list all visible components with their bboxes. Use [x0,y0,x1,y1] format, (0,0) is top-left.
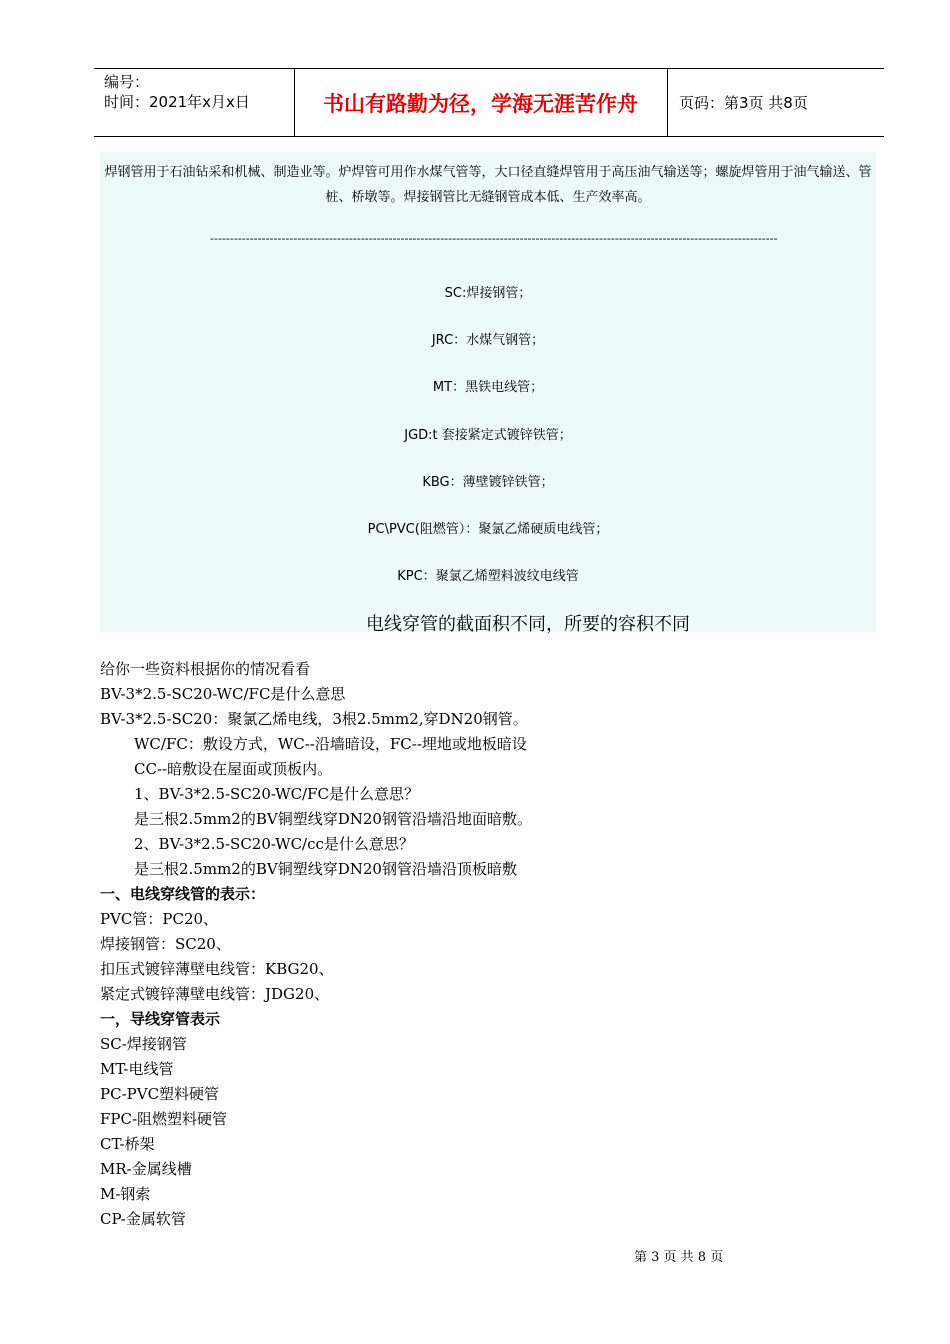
dash-separator: ----------------------------------------------------------------------------------------------------------------------------------------------- [210,234,778,244]
header-left-cell [94,69,295,136]
intro-paragraph: 焊钢管用于石油钻采和机械、制造业等。炉焊管可用作水煤气管等，大口径直缝焊管用于高压油气输送等；螺旋焊管用于油气输送、管桩、桥墩等。焊接钢管比无缝钢管成本低、生产效率高。 [104,165,872,205]
body-line: 扣压式镀锌薄壁电线管：KBG20、 [100,960,334,978]
body-line: 紧定式镀锌薄壁电线管：JDG20、 [100,985,330,1003]
body-line: MR-金属线槽 [100,1160,192,1178]
document-time: 时间：2021年x月x日 [104,93,250,111]
code-line: KBG：薄壁镀锌铁管； [422,475,554,490]
body-heading: 一，导线穿管表示 [100,1010,221,1028]
body-line: CP-金属软管 [100,1210,186,1228]
section-heading [100,610,876,636]
header-motto: 书山有路勤为径，学海无涯苦作舟 [323,91,638,116]
body-line: 1、BV-3*2.5-SC20-WC/FC是什么意思？ [134,785,419,803]
code-line: KPC：聚氯乙烯塑料波纹电线管 [397,569,579,584]
document-number: 编号： [104,73,150,91]
body-line: BV-3*2.5-SC20：聚氯乙烯电线，3根2.5mm2,穿DN20钢管。 [100,710,528,728]
body-line: BV-3*2.5-SC20-WC/FC是什么意思 [100,685,346,703]
body-line: M-钢索 [100,1185,151,1203]
body-line: MT-电线管 [100,1060,174,1078]
header-center-cell [294,69,668,136]
code-line: JGD:t 套接紧定式镀锌铁管； [404,428,572,443]
code-line: MT：黑铁电线管； [432,380,544,395]
body-line: 焊接钢管：SC20、 [100,935,231,953]
code-line: SC:焊接钢管； [444,286,532,301]
body-line: FPC-阻燃塑料硬管 [100,1110,228,1128]
body-line: 是三根2.5mm2的BV铜塑线穿DN20钢管沿墙沿顶板暗敷 [134,860,517,878]
body-line: 给你一些资料根据你的情况看看 [100,660,311,678]
body-line: PC-PVC塑料硬管 [100,1085,220,1103]
body-line: PVC管：PC20、 [100,910,219,928]
body-line: 2、BV-3*2.5-SC20-WC/cc是什么意思？ [134,835,414,853]
body-line: 是三根2.5mm2的BV铜塑线穿DN20钢管沿墙沿地面暗敷。 [134,810,532,828]
body-line: SC-焊接钢管 [100,1035,187,1053]
header-right-cell [667,69,884,136]
page-header [94,68,884,137]
body-heading: 一、电线穿线管的表示： [100,885,266,903]
body-line: CC--暗敷设在屋面或顶板内。 [134,760,333,778]
section-heading-text: 电线穿管的截面积不同，所要的容积不同 [366,614,690,635]
code-line: JRC：水煤气钢管； [431,333,545,348]
body-line: WC/FC：敷设方式，WC--沿墙暗设，FC--埋地或地板暗设 [134,735,527,753]
code-line: PC\PVC(阻燃管）：聚氯乙烯硬质电线管； [367,522,609,537]
page-footer: 第 3 页 共 8 页 [634,1250,724,1265]
header-page-number: 页码：第3页 共8页 [679,94,808,112]
body-line: CT-桥架 [100,1135,155,1153]
